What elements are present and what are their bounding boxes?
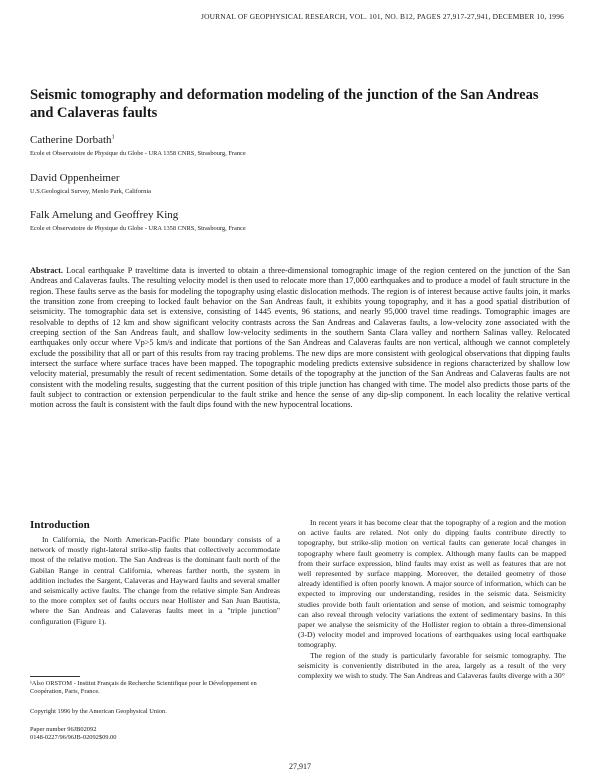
author-affiliation: Ecole et Observatoire de Physique du Globe - URA 1358 CNRS, Strasbourg, France	[30, 225, 246, 232]
author-name	[30, 134, 115, 146]
affiliation-footnote: ¹Also ORSTOM - Institut Français de Recherche Scientifique pour le Développement en Coopération, Paris, France.	[30, 680, 257, 695]
footnote-rule	[30, 676, 80, 677]
left-column	[30, 535, 280, 627]
author-name: David Oppenheimer	[30, 172, 120, 184]
section-heading-introduction: Introduction	[30, 519, 90, 531]
issn-line: 0148-0227/96/96JB-02092$09.00	[30, 734, 117, 741]
intro-paragraph: The region of the study is particularly favorable for seismic tomography. The seismicity is conveniently distributed in the area, largely as a result of the very complexity we wish to study. The San Andreas and Calaveras faults diverge with a 30°	[298, 650, 566, 681]
page-number: 27,917	[289, 762, 311, 771]
abstract	[30, 266, 570, 411]
abstract-label: Abstract.	[30, 266, 63, 275]
abstract-text: Local earthquake P traveltime data is inverted to obtain a three-dimensional tomographic image of the region centered on the junction of the San Andreas and Calaveras faults. The resulting velocity model is then used to relocate more than 17,000 earthquakes and to produce a model of fault structure in the region. These faults serve as the basis for modeling the topography using elastic dislocation methods. The region is of interest because active faults join, it marks the transition zone from creeping to locked fault behavior on the San Andreas fault, it exhibits young topography, and it has a good spatial distribution of seismicity. The tomographic data set is extensive, consisting of 1445 events, 96 stations, and nearly 95,000 travel time readings. Tomographic images are resolvable to depths of 12 km and show significant velocity contrasts across the San Andreas and Calaveras faults, a low-velocity zone associated with the creeping section of the San Andreas fault, and shallow low-velocity sediments in the southern Santa Clara valley and northern Salinas valley. Relocated earthquakes only occur where Vp>5 km/s and indicate that portions of the San Andreas and Calaveras faults are non vertical, although we cannot completely exclude the possibility that all or part of this results from ray tracing problems. The new dips are more consistent with geological observations that dipping faults intersect the surface where surface traces have been mapped. The topographic modeling predicts extensive subsidence in regions characterized by shallow low velocity material, presumably the result of recent sedimentation. Some details of the topography at the junction of the San Andreas and Calaveras faults are not consistent with the modeling results, suggesting that the current position of this triple junction has changed with time. The model also predicts those parts of the fault subject to contraction or extension perpendicular to the fault strike and hence the sense of any dip-slip component. In each locality the relative vertical motion across the fault is consistent with the fault dips found with the new hypocentral locations.	[30, 266, 570, 410]
author-name-text: Catherine Dorbath	[30, 134, 112, 146]
author-name: Falk Amelung and Geoffrey King	[30, 209, 179, 221]
copyright-notice: Copyright 1996 by the American Geophysical Union.	[30, 708, 167, 715]
intro-paragraph: In California, the North American-Pacific Plate boundary consists of a network of mostly right-lateral strike-slip faults that collectively accommodate most of the relative motion. The San Andreas is the dominant fault north of the Gabilan Range in central California, whereas farther north, the system in addition includes the Sargent, Calaveras and Hayward faults and several smaller and seismically active faults. The change from the relative simple San Andreas to the more complex set of faults occurs near Hollister and San Juan Bautista, where the San Andreas and Calaveras faults meet in a "triple junction" configuration (Figure 1).	[30, 535, 280, 626]
paper-title: Seismic tomography and deformation modeling of the junction of the San Andreas and Calaveras faults	[30, 87, 539, 121]
journal-header: JOURNAL OF GEOPHYSICAL RESEARCH, VOL. 101, NO. B12, PAGES 27,917-27,941, DECEMBER 10, 1996	[201, 12, 564, 21]
right-column	[298, 518, 566, 681]
author-affiliation: Ecole et Observatoire de Physique du Globe - URA 1358 CNRS, Strasbourg, France	[30, 150, 246, 157]
intro-paragraph: In recent years it has become clear that the topography of a region and the motion on active faults are related. Not only do dipping faults contribute directly to topography, but strike-slip motion on vertical faults can generate local changes in topography where fault geometry is complex. Although many faults can be mapped from their surface expression, blind faults may exist as well as features that are not well represented by surface mapping. Moreover, the detailed geometry of those already identified is often poorly known. A major source of information, which can be expected to improving our understanding, resides in the seismic data. Seismicity studies provide both fault orientation and sense of motion, and seismic tomography can also reveal through velocity variations the extent of sedimentary basins. In this paper we analyse the seismicity of the Hollister region to obtain a three-dimensional (3-D) velocity model and improved locations of earthquakes using local earthquake tomography.	[298, 518, 566, 650]
author-affiliation: U.S.Geological Survey, Menlo Park, California	[30, 188, 151, 195]
footnote-marker: 1	[111, 134, 115, 141]
paper-number: Paper number 96JB02092	[30, 726, 97, 733]
